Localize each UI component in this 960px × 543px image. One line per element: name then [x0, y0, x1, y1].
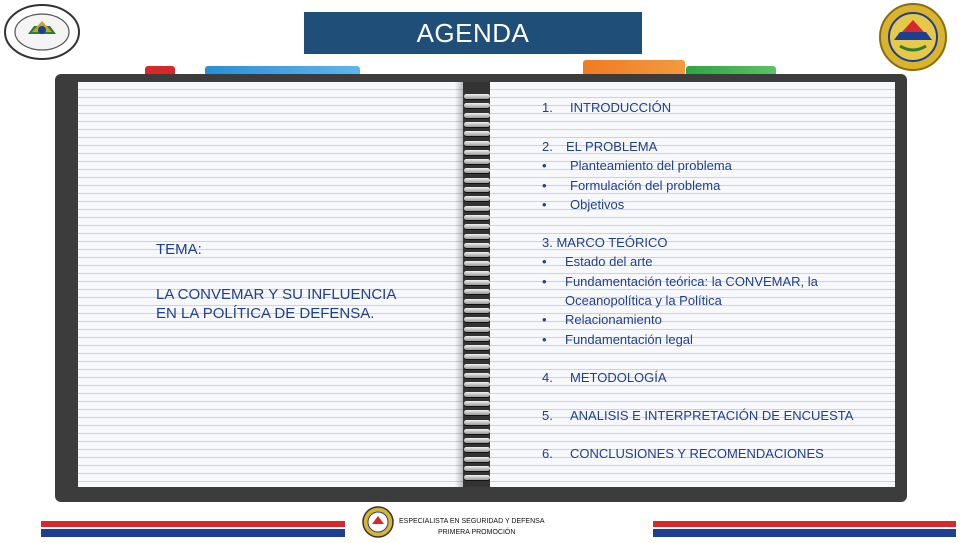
agenda-2-item: Planteamiento del problema [570, 158, 732, 174]
bullet: • [542, 197, 547, 213]
spiral-ring [464, 327, 490, 332]
tema-label: TEMA: [156, 241, 202, 258]
agenda-3-item-cont: Oceanopolítica y la Política [565, 293, 722, 309]
tema-line-2: EN LA POLÍTICA DE DEFENSA. [156, 305, 375, 322]
spiral-ring [464, 447, 490, 452]
spiral-ring [464, 178, 490, 183]
spiral-ring [464, 224, 490, 229]
spiral-ring [464, 94, 490, 99]
spiral-ring [464, 382, 490, 387]
spiral-ring [464, 466, 490, 471]
spiral-ring [464, 252, 490, 257]
agenda-6-label: CONCLUSIONES Y RECOMENDACIONES [570, 446, 824, 462]
agenda-1-num: 1. [542, 100, 553, 116]
agenda-section-1 [542, 98, 671, 117]
spiral-ring [464, 271, 490, 276]
agenda-3-item: Fundamentación teórica: la CONVEMAR, la [565, 273, 818, 289]
spiral-ring [464, 364, 490, 369]
spiral-ring [464, 150, 490, 155]
spiral-ring [464, 429, 490, 434]
agenda-3-item: Fundamentación legal [565, 331, 693, 347]
spiral-ring [464, 187, 490, 192]
bullet: • [542, 312, 547, 328]
page-shadow [455, 82, 463, 487]
agenda-4-num: 4. [542, 370, 553, 386]
spiral-ring [464, 420, 490, 425]
spiral-ring [464, 280, 490, 285]
footer-line-1: ESPECIALISTA EN SEGURIDAD Y DEFENSA [399, 518, 545, 525]
agenda-4-label: METODOLOGÍA [570, 370, 667, 386]
agenda-section-6 [542, 444, 824, 463]
agenda-section-5 [542, 406, 853, 425]
comando-conjunto-logo [2, 2, 82, 62]
agenda-section-3 [542, 233, 818, 349]
footer-stripe-right [653, 521, 956, 539]
spiral-ring [464, 457, 490, 462]
agenda-3-item: Estado del arte [565, 254, 653, 270]
bullet: • [542, 158, 547, 174]
spiral-ring [464, 410, 490, 415]
bullet: • [542, 254, 547, 270]
spiral-ring [464, 131, 490, 136]
tema-text [156, 285, 396, 323]
spiral-ring [464, 159, 490, 164]
bullet: • [542, 177, 547, 193]
agenda-2-label: EL PROBLEMA [566, 139, 658, 155]
spiral-ring [464, 345, 490, 350]
armada-ecuador-logo [872, 2, 954, 72]
spiral-ring [464, 373, 490, 378]
agenda-section-4 [542, 368, 667, 387]
agenda-section-2 [542, 137, 732, 214]
spiral-ring [464, 122, 490, 127]
spiral-ring [464, 103, 490, 108]
spiral-ring [464, 401, 490, 406]
spiral-ring [464, 392, 490, 397]
agenda-3-item: Relacionamiento [565, 312, 662, 328]
spiral-ring [464, 234, 490, 239]
spiral-ring [464, 113, 490, 118]
page-title-text: AGENDA [416, 17, 530, 48]
agenda-2-item: Formulación del problema [570, 177, 721, 193]
bullet: • [542, 331, 547, 347]
agenda-2-item: Objetivos [570, 197, 625, 213]
page-title [304, 12, 642, 54]
agenda-3-title: 3. MARCO TEÓRICO [542, 235, 668, 251]
spiral-ring [464, 243, 490, 248]
spiral-ring [464, 317, 490, 322]
spiral-ring [464, 168, 490, 173]
spiral-ring [464, 336, 490, 341]
footer-emblem-logo [360, 505, 396, 539]
spiral-ring [464, 261, 490, 266]
spiral-ring [464, 475, 490, 480]
footer-stripe-left [41, 521, 345, 539]
agenda-6-num: 6. [542, 446, 553, 462]
footer-line-2: PRIMERA PROMOCIÓN [438, 529, 516, 536]
spiral-ring [464, 215, 490, 220]
spiral-ring [464, 206, 490, 211]
agenda-1-label: INTRODUCCIÓN [570, 100, 672, 116]
spiral-ring [464, 141, 490, 146]
agenda-5-num: 5. [542, 408, 553, 424]
bullet: • [542, 273, 547, 289]
agenda-5-label: ANALISIS E INTERPRETACIÓN DE ENCUESTA [570, 408, 854, 424]
spiral-ring [464, 299, 490, 304]
spiral-ring [464, 354, 490, 359]
spiral-ring [464, 196, 490, 201]
agenda-2-num: 2. [542, 139, 553, 155]
spiral-ring [464, 308, 490, 313]
tema-line-1: LA CONVEMAR Y SU INFLUENCIA [156, 286, 397, 303]
spiral-ring [464, 289, 490, 294]
spiral-ring [464, 438, 490, 443]
